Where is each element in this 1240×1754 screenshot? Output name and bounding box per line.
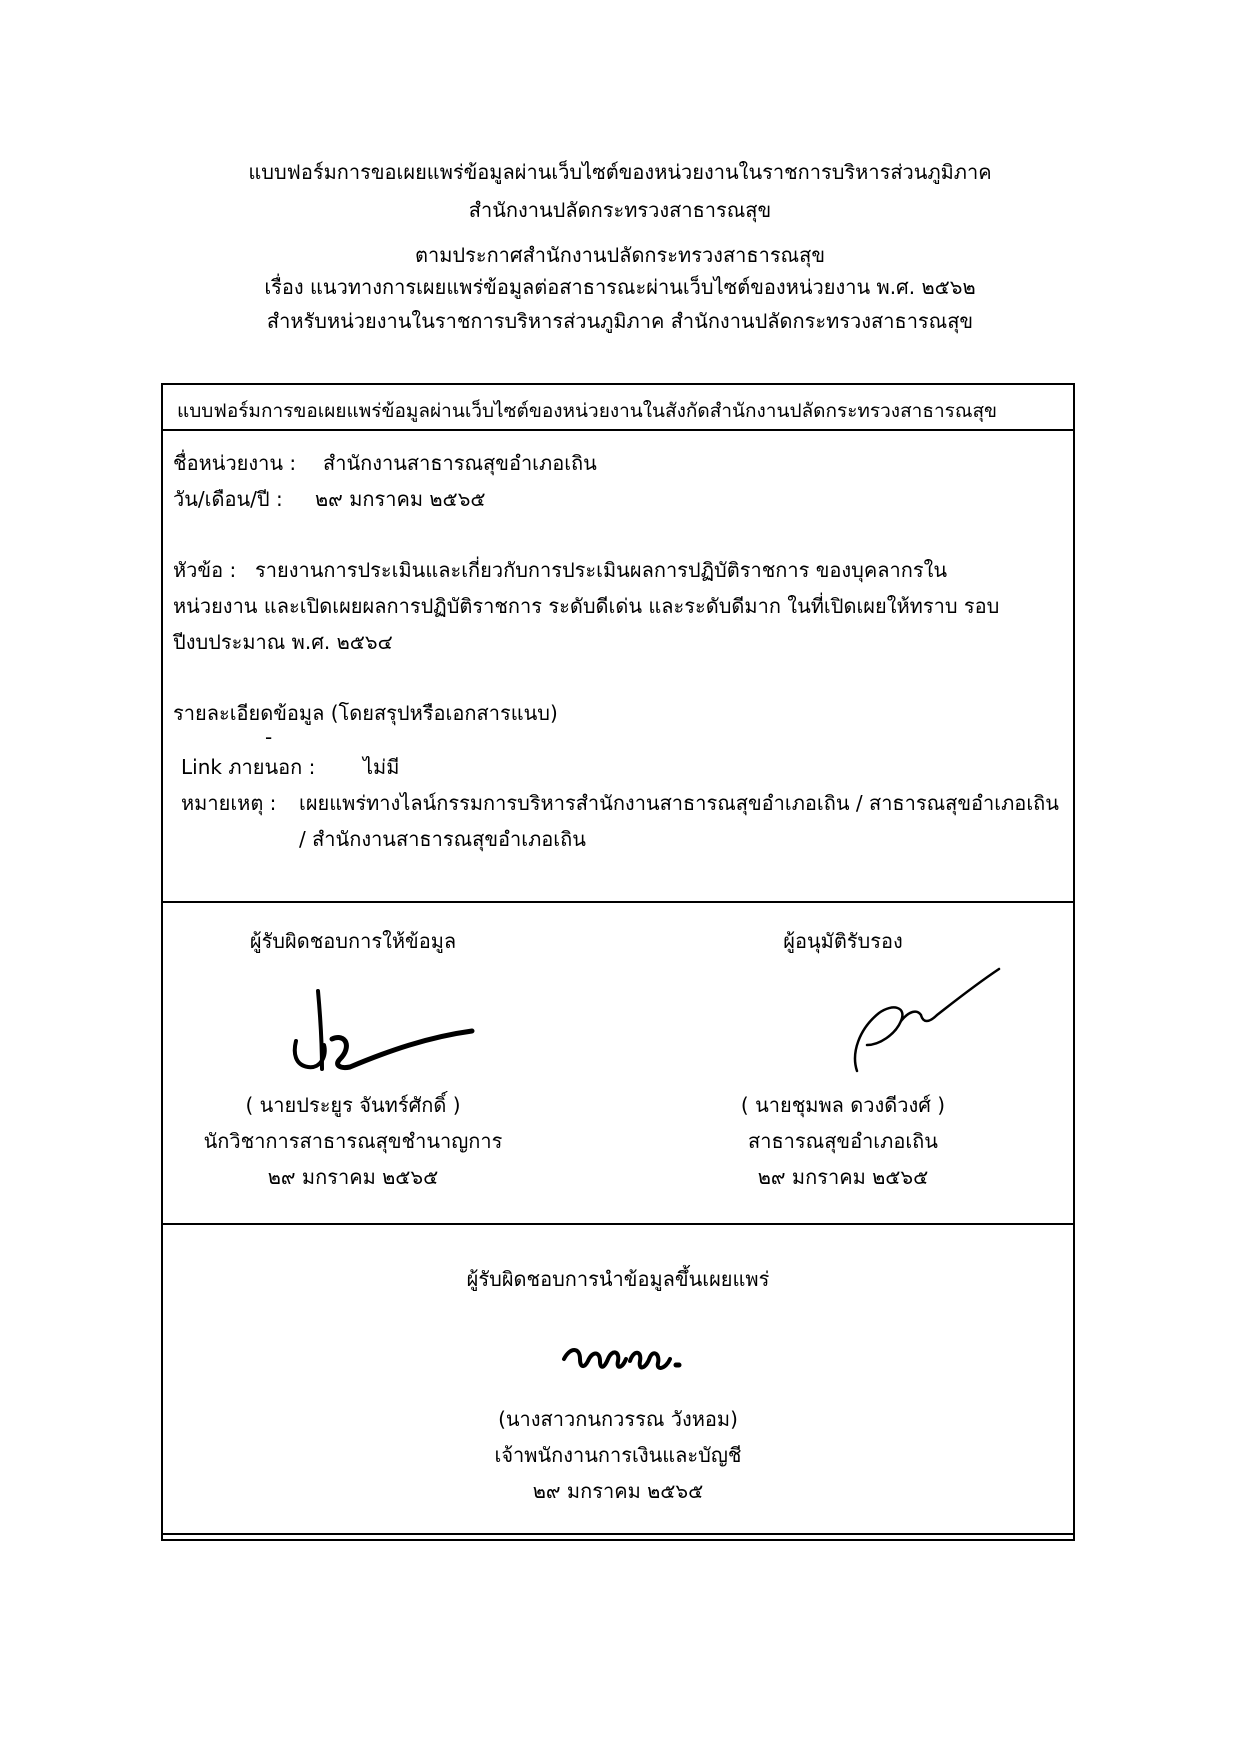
form-bottom-rule [163, 1533, 1073, 1535]
approver-date: ๒๙ มกราคม ๒๕๖๕ [757, 1165, 929, 1189]
approver-name: ( นายชุมพล ดวงดีวงศ์ ) [740, 1093, 946, 1117]
form-info-section [163, 431, 1073, 903]
document-header [0, 160, 1240, 333]
agency-value: สำนักงานสาธารณสุขอำเภอเถิน [323, 451, 597, 475]
approver-position: สาธารณสุขอำเภอเถิน [748, 1129, 938, 1153]
details-value: - [265, 725, 273, 749]
approver-signature [843, 963, 1003, 1078]
link-value: ไม่มี [363, 755, 400, 779]
date-value: ๒๙ มกราคม ๒๕๖๕ [315, 487, 486, 511]
publisher-section [163, 1225, 1073, 1517]
form-title: แบบฟอร์มการขอเผยแพร่ข้อมูลผ่านเว็บไซต์ของหน่วยงานในสังกัดสำนักงานปลัดกระทรวงสาธารณสุข [177, 400, 998, 422]
agency-label: ชื่อหน่วยงาน : [173, 451, 297, 475]
note-line-2: / สำนักงานสาธารณสุขอำเภอเถิน [299, 827, 586, 851]
approver-role: ผู้อนุมัติรับรอง [783, 929, 903, 953]
topic-line-1: รายงานการประเมินและเกี่ยวกับการประเมินผลการปฏิบัติราชการ ของบุคลากรใน [255, 558, 948, 582]
details-label: รายละเอียดข้อมูล (โดยสรุปหรือเอกสารแนบ) [173, 701, 558, 725]
topic-label: หัวข้อ : [173, 558, 237, 582]
provider-signature [278, 987, 478, 1077]
note-label: หมายเหตุ : [181, 791, 277, 815]
provider-position: นักวิชาการสาธารณสุขชำนาญการ [203, 1129, 503, 1153]
date-label: วัน/เดือน/ปี : [173, 487, 283, 511]
form-title-row [163, 385, 1073, 431]
publisher-signature [558, 1333, 688, 1381]
header-line-3: ตามประกาศสำนักงานปลัดกระทรวงสาธารณสุข [414, 243, 825, 267]
topic-line-3: ปีงบประมาณ พ.ศ. ๒๕๖๔ [173, 630, 393, 654]
topic-line-2: หน่วยงาน และเปิดเผยผลการปฏิบัติราชการ ระดับดีเด่น และระดับดีมาก ในที่เปิดเผยให้ทราบ รอบ [173, 594, 1000, 618]
publication-form [161, 383, 1075, 1541]
provider-role: ผู้รับผิดชอบการให้ข้อมูล [249, 929, 457, 953]
header-line-2: สำนักงานปลัดกระทรวงสาธารณสุข [468, 198, 772, 222]
note-line-1: เผยแพร่ทางไลน์กรรมการบริหารสำนักงานสาธารณสุขอำเภอเถิน / สาธารณสุขอำเภอเถิน [299, 791, 1059, 815]
link-label: Link ภายนอก : [181, 755, 316, 779]
provider-name: ( นายประยูร จันทร์ศักดิ์ ) [245, 1093, 461, 1117]
signature-section [163, 903, 1073, 1225]
header-line-4: เรื่อง แนวทางการเผยแพร่ข้อมูลต่อสาธารณะผ่านเว็บไซต์ของหน่วยงาน พ.ศ. ๒๕๖๒ [264, 275, 976, 299]
publisher-position: เจ้าพนักงานการเงินและบัญชี [494, 1443, 742, 1467]
provider-date: ๒๙ มกราคม ๒๕๖๕ [267, 1165, 439, 1189]
publisher-name: (นางสาวกนกวรรณ วังหอม) [498, 1407, 738, 1431]
publisher-role: ผู้รับผิดชอบการนำข้อมูลขึ้นเผยแพร่ [466, 1267, 770, 1291]
header-line-1: แบบฟอร์มการขอเผยแพร่ข้อมูลผ่านเว็บไซต์ของหน่วยงานในราชการบริหารส่วนภูมิภาค [248, 160, 992, 184]
publisher-date: ๒๙ มกราคม ๒๕๖๕ [532, 1479, 704, 1503]
header-line-5: สำหรับหน่วยงานในราชการบริหารส่วนภูมิภาค สำนักงานปลัดกระทรวงสาธารณสุข [266, 309, 974, 333]
